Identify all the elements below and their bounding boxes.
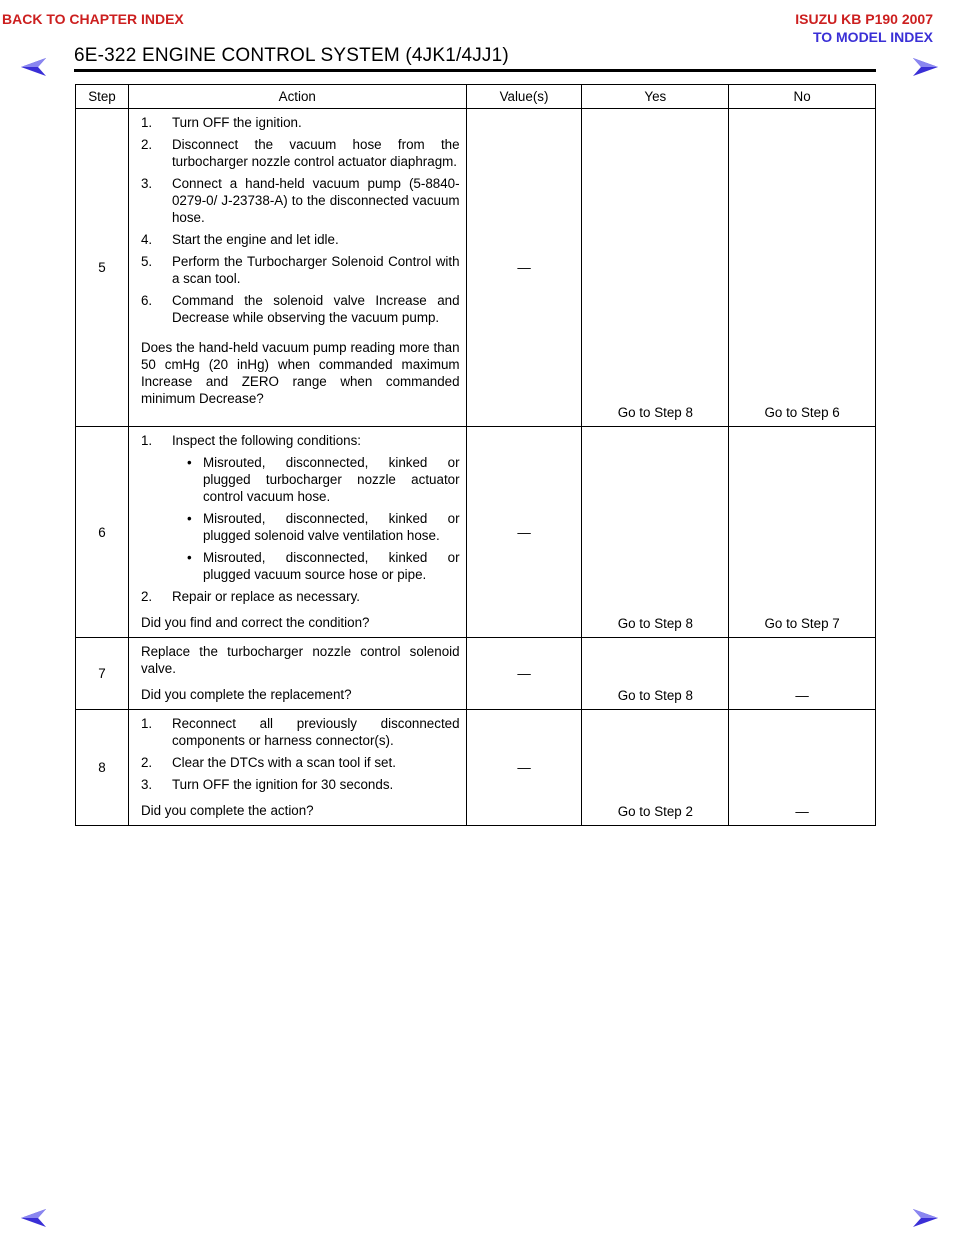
value-cell: — (466, 638, 582, 710)
no-value: — (729, 638, 876, 710)
list-item: 4. Start the engine and let idle. (140, 232, 339, 247)
step-number: 8 (76, 710, 129, 826)
column-header-no: No (729, 85, 876, 109)
diagnostic-table (75, 84, 876, 826)
step-question: Did you find and correct the condition? (140, 615, 370, 630)
next-page-arrow-icon[interactable] (911, 1208, 939, 1228)
list-item: 5. Perform the Turbocharger Solenoid Control with a scan tool. (140, 254, 460, 286)
back-to-chapter-index-link[interactable]: BACK TO CHAPTER INDEX (2, 11, 184, 27)
step-number: 6 (76, 427, 129, 638)
value-cell: — (466, 109, 582, 427)
value-cell: — (466, 427, 582, 638)
action-cell (128, 109, 466, 427)
action-cell (128, 638, 466, 710)
table-row (76, 638, 876, 710)
next-page-arrow-icon[interactable] (911, 57, 939, 77)
bullet-item: • Misrouted, disconnected, kinked or plugged vacuum source hose or pipe. (186, 550, 460, 582)
no-link[interactable]: Go to Step 7 (729, 427, 876, 638)
column-header-step: Step (76, 85, 129, 109)
step-number: 7 (76, 638, 129, 710)
list-item: 3. Turn OFF the ignition for 30 seconds. (140, 777, 394, 792)
step-number: 5 (76, 109, 129, 427)
bullet-item: • Misrouted, disconnected, kinked or plugged turbocharger nozzle actuator control vacuum hose. (186, 455, 460, 504)
step-question: Did you complete the action? (140, 803, 314, 818)
previous-page-arrow-icon[interactable] (20, 57, 48, 77)
list-item: 2. Disconnect the vacuum hose from the turbocharger nozzle control actuator diaphragm. (140, 137, 460, 169)
list-item: 6. Command the solenoid valve Increase and Decrease while observing the vacuum pump. (140, 293, 460, 325)
step-question: Did you complete the replacement? (140, 687, 352, 702)
list-item: 1. Inspect the following conditions: (140, 433, 362, 448)
list-item: 1. Turn OFF the ignition. (140, 115, 302, 130)
yes-link[interactable]: Go to Step 8 (582, 638, 729, 710)
column-header-values: Value(s) (466, 85, 582, 109)
table-row (76, 427, 876, 638)
list-item: 3. Connect a hand-held vacuum pump (5-8840-0279-0/ J-23738-A) to the disconnected vacuum hose. (140, 176, 460, 225)
table-header-row (76, 85, 876, 109)
action-cell (128, 710, 466, 826)
previous-page-arrow-icon[interactable] (20, 1208, 48, 1228)
list-item: 1. Reconnect all previously disconnected components or harness connector(s). (140, 716, 460, 748)
list-item: 2. Repair or replace as necessary. (140, 589, 360, 604)
value-cell: — (466, 710, 582, 826)
page-title: 6E-322 ENGINE CONTROL SYSTEM (4JK1/4JJ1) (74, 45, 509, 66)
step-question: Does the hand-held vacuum pump reading more than 50 cmHg (20 inHg) when commanded maximum Increase and ZERO range when commanded minimum Decrease? (140, 340, 460, 406)
action-cell (128, 427, 466, 638)
column-header-action: Action (128, 85, 466, 109)
table-row (76, 109, 876, 427)
bullet-item: • Misrouted, disconnected, kinked or plugged solenoid valve ventilation hose. (186, 511, 460, 543)
list-item: 2. Clear the DTCs with a scan tool if set. (140, 755, 396, 770)
yes-link[interactable]: Go to Step 8 (582, 109, 729, 427)
column-header-yes: Yes (582, 85, 729, 109)
yes-link[interactable]: Go to Step 8 (582, 427, 729, 638)
title-rule (74, 69, 876, 72)
no-value: — (729, 710, 876, 826)
yes-link[interactable]: Go to Step 2 (582, 710, 729, 826)
to-model-index-link[interactable]: TO MODEL INDEX (812, 29, 933, 45)
no-link[interactable]: Go to Step 6 (729, 109, 876, 427)
table-row (76, 710, 876, 826)
model-title-link[interactable]: ISUZU KB P190 2007 (795, 11, 933, 27)
action-text: Replace the turbocharger nozzle control solenoid valve. (140, 644, 460, 676)
